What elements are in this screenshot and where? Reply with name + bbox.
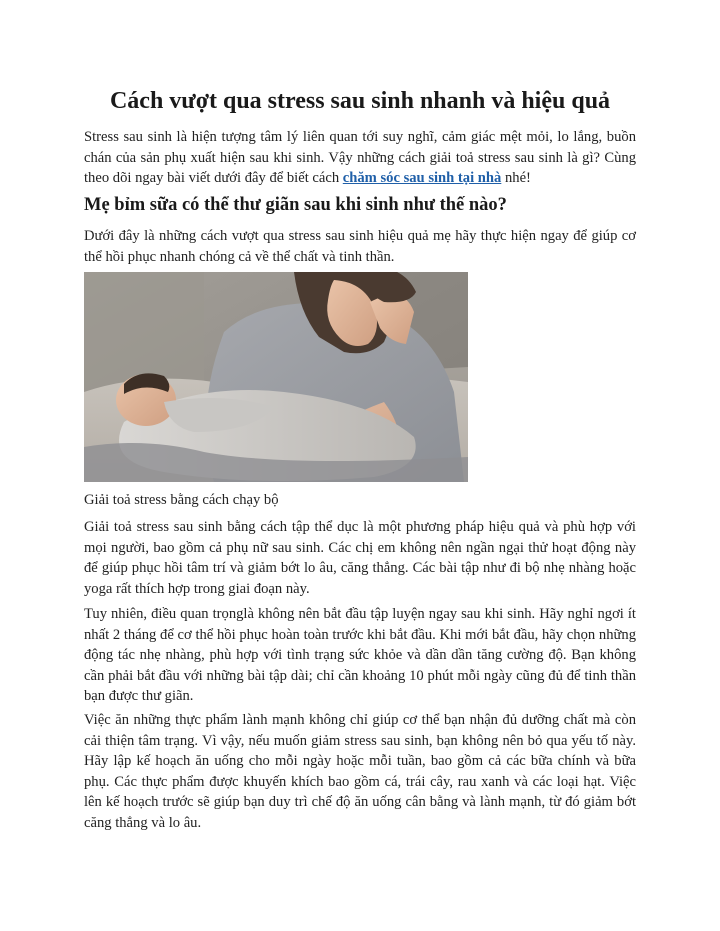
paragraph-exercise: Giải toả stress sau sinh bằng cách tập thể dục là một phương pháp hiệu quả và phù hợp với mọi người, bao gồm cả phụ nữ sau sinh. Các chị em không nên ngần ngại thử hoạt động này để giúp phục hồi tâm trí và giảm bớt lo âu, căng thẳng. Các bài tập như đi bộ nhẹ nhàng hoặc yoga rất thích hợp trong giai đoạn này. — [84, 519, 636, 597]
mother-breastfeeding-photo — [84, 272, 468, 482]
photo-illustration — [84, 272, 468, 482]
paragraph-rest: Tuy nhiên, điều quan trọnglà không nên bắt đầu tập luyện ngay sau khi sinh. Hãy nghỉ ngơi ít nhất 2 tháng để cơ thể hồi phục hoàn toàn trước khi bắt đầu. Khi mới bắt đầu, hãy chọn những động tác nhẹ nhàng, phù hợp với tình trạng sức khỏe và dần dần tăng cường độ. Bạn không cần phải bắt đầu với những bài tập dài; chỉ cần khoảng 10 phút mỗi ngày cũng đủ để tinh thần bạn được thư giãn. — [84, 606, 636, 705]
section-heading: Mẹ bỉm sữa có thể thư giãn sau khi sinh như thế nào? — [84, 195, 507, 215]
image-caption: Giải toả stress bằng cách chạy bộ — [84, 492, 279, 508]
article-title: Cách vượt qua stress sau sinh nhanh và hiệu quả — [109, 88, 611, 114]
home-postpartum-care-link[interactable]: chăm sóc sau sinh tại nhà — [342, 170, 502, 187]
intro-text: Stress sau sinh là hiện tượng tâm lý liên quan tới suy nghĩ, cảm giác mệt mỏi, lo lắng, buồn chán của sản phụ xuất hiện sau khi sinh. Vậy những cách giải toả stress sau sinh là gì? Cùng theo dõi ngay bài viết dưới đây để biết cách — [84, 129, 636, 187]
section-intro-paragraph: Dưới đây là những cách vượt qua stress sau sinh hiệu quả mẹ hãy thực hiện ngay để giúp cơ thể hồi phục nhanh chóng cả về thể chất và tinh thần. — [84, 228, 636, 265]
intro-paragraph — [84, 127, 636, 189]
paragraph-diet: Việc ăn những thực phẩm lành mạnh không chỉ giúp cơ thể bạn nhận đủ dưỡng chất mà còn cải thiện tâm trạng. Vì vậy, nếu muốn giảm stress sau sinh, bạn không nên bỏ qua yếu tố này. Hãy lập kế hoạch ăn uống cho mỗi ngày hoặc mỗi tuần, bao gồm cả các bữa chính và bữa phụ. Các thực phẩm được khuyến khích bao gồm cá, trái cây, rau xanh và các loại hạt. Việc lên kế hoạch trước sẽ giúp bạn duy trì chế độ ăn uống cân bằng và lành mạnh, từ đó giảm bớt căng thẳng và lo âu. — [84, 712, 636, 831]
intro-text-end: nhé! — [501, 170, 531, 187]
